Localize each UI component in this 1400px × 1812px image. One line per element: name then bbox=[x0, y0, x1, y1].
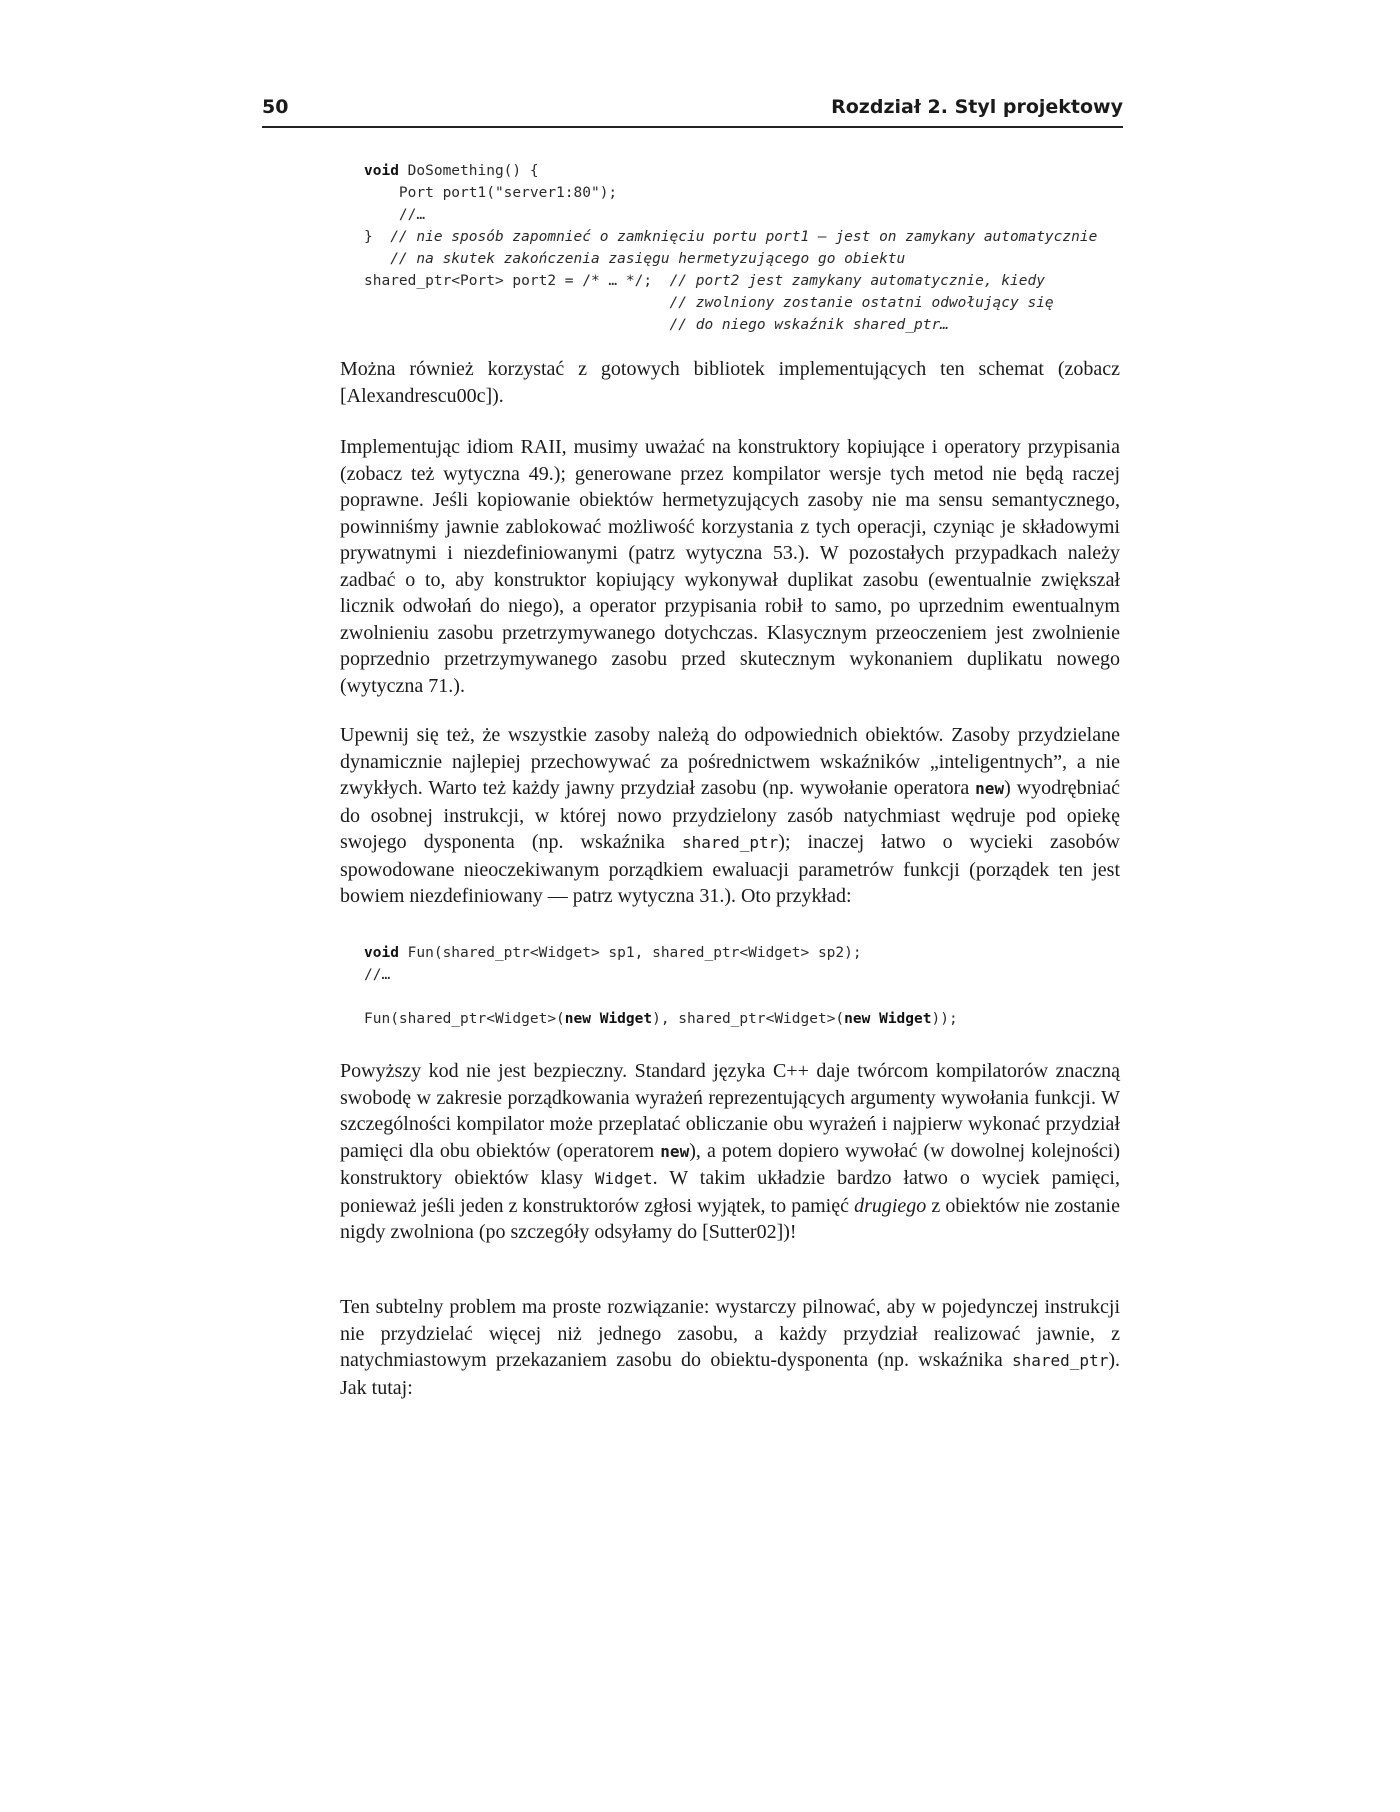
page-header bbox=[262, 92, 1123, 128]
inline-code: new bbox=[975, 779, 1005, 798]
code-keyword: void bbox=[364, 163, 399, 179]
inline-code: Widget bbox=[594, 1169, 653, 1188]
code-line: shared_ptr<Port> port2 = /* … */; // port2 jest zamykany automatycznie, kiedy bbox=[364, 273, 1045, 289]
code-line bbox=[364, 317, 949, 333]
code-line: void Fun(shared_ptr<Widget> sp1, shared_ptr<Widget> sp2); bbox=[364, 945, 862, 961]
code-block-raii bbox=[364, 160, 1097, 336]
code-line: Port port1("server1:80"); bbox=[364, 185, 618, 201]
code-line: Fun(shared_ptr<Widget>(new Widget), shared_ptr<Widget>(new Widget)); bbox=[364, 1011, 958, 1027]
code-keyword: void bbox=[364, 945, 399, 961]
code-line: //… bbox=[364, 207, 426, 223]
inline-code: shared_ptr bbox=[681, 833, 779, 852]
code-comment: // nie sposób zapomnieć o zamknięciu portu port1 — jest on zamykany automatycznie bbox=[390, 229, 1098, 245]
inline-code: new bbox=[660, 1141, 690, 1161]
emphasis: drugiego bbox=[854, 1194, 927, 1217]
code-block-fun bbox=[364, 942, 958, 1030]
paragraph-libraries: Można również korzystać z gotowych bibliotek implementujących ten schemat (zobacz [Alexandrescu00c]). bbox=[340, 358, 1120, 407]
code-line: //… bbox=[364, 967, 391, 983]
code-comment: // na skutek zakończenia zasięgu hermetyzującego go obiektu bbox=[390, 251, 906, 267]
paragraph-unsafe-code: Powyższy kod nie jest bezpieczny. Standard języka C++ daje twórcom kompilatorów znaczną swobodę w zakresie porządkowania wyrażeń reprezentujących argumenty wywołania funkcji. W szczególności kompilator może przeplatać obliczanie obu wyrażeń i najpierw wykonać przydział pamięci dla obu obiektów (operatorem new), a potem dopiero wywołać (w dowolnej kolejności) konstruktory obiektów klasy Widget. W takim układzie bardzo łatwo o wyciek pamięci, ponieważ jeśli jeden z konstruktorów zgłosi wyjątek, to pamięć drugiego z obiektów nie zostanie nigdy zwolniona (po szczegóły odsyłamy do [Sutter02])! bbox=[340, 1060, 1120, 1243]
code-line: } // nie sposób zapomnieć o zamknięciu portu port1 — jest on zamykany automatycznie bbox=[364, 229, 1098, 245]
paragraph-resources: Upewnij się też, że wszystkie zasoby należą do odpowiednich obiektów. Zasoby przydzielane dynamicznie najlepiej przechowywać za pośrednictwem wskaźników „inteligentnych”, a nie zwykłych. Warto też każdy jawny przydział zasobu (np. wywołanie operatora new) wyodrębniać do osobnej instrukcji, w której nowo przydzielony zasób natychmiast wędruje pod opiekę swojego dysponenta (np. wskaźnika shared_ptr); inaczej łatwo o wycieki zasobów spowodowane nieoczekiwanym porządkiem ewaluacji parametrów funkcji (porządek ten jest bowiem niezdefiniowany — patrz wytyczna 31.). Oto przykład: bbox=[340, 724, 1120, 907]
code-line: void DoSomething() { bbox=[364, 163, 539, 179]
code-line bbox=[364, 295, 1054, 311]
paragraph-solution: Ten subtelny problem ma proste rozwiązanie: wystarczy pilnować, aby w pojedynczej instrukcji nie przydzielać więcej niż jednego zasobu, a każdy przydział realizować jawnie, z natychmiastowym przekazaniem zasobu do obiektu-dysponenta (np. wskaźnika shared_ptr). Jak tutaj: bbox=[340, 1296, 1120, 1399]
page-number: 50 bbox=[262, 96, 289, 118]
code-line bbox=[364, 251, 905, 267]
inline-code: shared_ptr bbox=[1012, 1351, 1109, 1370]
paragraph-raii: Implementując idiom RAII, musimy uważać na konstruktory kopiujące i operatory przypisania (zobacz też wytyczna 49.); generowane przez kompilator wersje tych metod nie będą raczej poprawne. Jeśli kopiowanie obiektów hermetyzujących zasoby nie ma sensu semantycznego, powinniśmy jawnie zablokować możliwość korzystania z tych operacji, czyniąc je składowymi prywatnymi i niezdefiniowanymi (patrz wytyczna 53.). W pozostałych przypadkach należy zadbać o to, aby konstruktor kopiujący wykonywał duplikat zasobu (ewentualnie zwiększał licznik odwołań do niego), a operator przypisania robił to samo, po uprzednim ewentualnym zwolnieniu zasobu przetrzymywanego dotychczas. Klasycznym przeoczeniem jest zwolnienie poprzednio przetrzymywanego zasobu przed skutecznym wykonaniem duplikatu nowego (wytyczna 71.). bbox=[340, 436, 1120, 697]
code-comment: // port2 jest zamykany automatycznie, kiedy bbox=[669, 273, 1045, 289]
code-comment: // do niego wskaźnik shared_ptr… bbox=[669, 317, 949, 333]
code-comment: // zwolniony zostanie ostatni odwołujący się bbox=[669, 295, 1054, 311]
chapter-title: Rozdział 2. Styl projektowy bbox=[831, 96, 1123, 118]
